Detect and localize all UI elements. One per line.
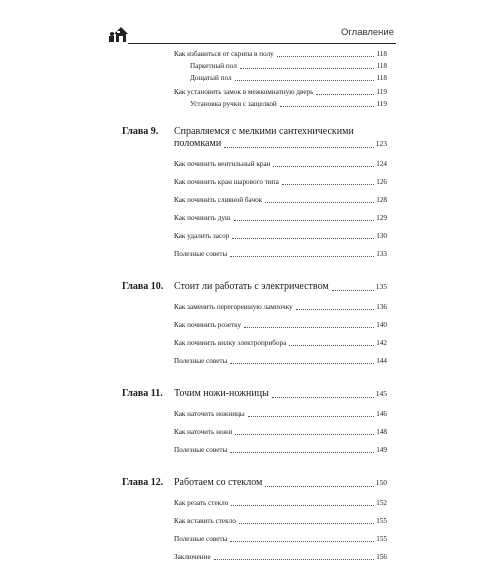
dot-leader (232, 238, 374, 239)
toc-entry-page: 155 (376, 517, 387, 525)
header-rule (128, 43, 396, 44)
toc-entry (174, 428, 387, 437)
chapter-page: 123 (375, 139, 387, 148)
dot-leader (235, 80, 375, 81)
dot-leader (265, 202, 374, 203)
chapter-block (122, 388, 387, 455)
table-of-contents (122, 50, 387, 562)
chapter-label: Глава 9. (122, 126, 159, 137)
toc-entry (174, 232, 387, 241)
toc-entry-title: Как наточить ножницы (174, 410, 245, 418)
chapter-title-line: Работаем со стеклом (174, 477, 263, 488)
toc-entry (190, 62, 387, 71)
toc-entry-title: Паркетный пол (190, 62, 237, 70)
toc-entry-title: Полезные советы (174, 357, 228, 365)
toc-entry-title: Установка ручки с защелкой (190, 100, 277, 108)
dot-leader (240, 68, 375, 69)
toc-intro-entries (122, 50, 387, 109)
toc-entry-page: 152 (376, 499, 387, 507)
dot-leader (214, 559, 375, 560)
chapter-title-row (174, 281, 387, 293)
chapter-title-row (174, 138, 387, 150)
chapter-heading (122, 477, 387, 489)
dot-leader (230, 452, 374, 453)
toc-entry (174, 88, 387, 97)
dot-leader (230, 256, 374, 257)
dot-leader (234, 220, 375, 221)
chapter-heading (122, 281, 387, 293)
toc-entry (174, 517, 387, 526)
toc-entry-page: 140 (376, 321, 387, 329)
dot-leader (224, 147, 374, 148)
toc-entry-page: 133 (376, 250, 387, 258)
dot-leader (280, 106, 375, 107)
chapter-title-line: Стоит ли работать с электричеством (174, 281, 329, 292)
toc-entry (174, 321, 387, 330)
dot-leader (282, 184, 374, 185)
dot-leader (273, 166, 374, 167)
toc-entry (174, 214, 387, 223)
toc-entry-page: 118 (376, 62, 387, 70)
toc-entry-title: Как починить кран шарового типа (174, 178, 279, 186)
chapter-block (122, 477, 387, 562)
page-header-title: Оглавление (341, 27, 394, 38)
toc-entry-page: 126 (376, 178, 387, 186)
toc-entry-page: 155 (376, 535, 387, 543)
toc-entry-title: Как починить душ (174, 214, 231, 222)
toc-entry (174, 357, 387, 366)
toc-entry-title: Как починить вентильный кран (174, 160, 271, 168)
chapter-title-line: Справляемся с мелкими сантехническими (174, 126, 354, 137)
chapter-title-line: Точим ножи-ножницы (174, 388, 269, 399)
chapter-heading (122, 126, 387, 150)
toc-entry-page: 119 (376, 100, 387, 108)
chapter-label: Глава 11. (122, 388, 163, 399)
toc-entry-title: Полезные советы (174, 535, 228, 543)
toc-entry-title: Как удалить засор (174, 232, 230, 240)
chapter-heading (122, 388, 387, 400)
toc-entry-page: 144 (376, 357, 387, 365)
toc-entry (174, 196, 387, 205)
toc-entry (174, 553, 387, 562)
toc-entry-page: 129 (376, 214, 387, 222)
toc-entry-page: 156 (376, 553, 387, 561)
toc-entry-page: 149 (376, 446, 387, 454)
toc-entry-title: Как заменить перегоревшую лампочку (174, 303, 293, 311)
dot-leader (244, 327, 374, 328)
toc-entry-title: Как резать стекло (174, 499, 229, 507)
page-header (108, 24, 396, 44)
toc-entry-page: 118 (376, 50, 387, 58)
chapter-title-line: поломками (174, 138, 222, 149)
toc-entry-title: Как установить замок в межкомнатную дверь (174, 88, 314, 96)
dot-leader (265, 486, 373, 487)
toc-entry-page: 148 (376, 428, 387, 436)
toc-entry-title: Как избавиться от скрипа в полу (174, 50, 274, 58)
toc-entry (174, 499, 387, 508)
toc-entry-page: 118 (376, 74, 387, 82)
chapter-block (122, 126, 387, 259)
dot-leader (239, 523, 374, 524)
chapter-page: 145 (375, 389, 387, 398)
dot-leader (231, 505, 374, 506)
toc-entry (174, 250, 387, 259)
toc-entry-title: Полезные советы (174, 250, 228, 258)
dot-leader (316, 94, 374, 95)
toc-chapters (122, 126, 387, 562)
toc-entry (174, 50, 387, 59)
toc-entry-title: Заключение (174, 553, 211, 561)
dot-leader (230, 363, 374, 364)
dot-leader (277, 56, 375, 57)
chapter-label: Глава 10. (122, 281, 164, 292)
toc-entry (174, 303, 387, 312)
chapter-block (122, 281, 387, 366)
dot-leader (332, 290, 374, 291)
dot-leader (289, 345, 374, 346)
toc-entry-title: Как починить сливной бачок (174, 196, 263, 204)
chapter-label: Глава 12. (122, 477, 164, 488)
toc-entry (174, 339, 387, 348)
chapter-title-row (174, 477, 387, 489)
toc-entry-title: Как вставить стекло (174, 517, 236, 525)
toc-entry-title: Дощатый пол (190, 74, 232, 82)
dot-leader (235, 434, 374, 435)
toc-entry-title: Как починить розетку (174, 321, 242, 329)
toc-entry (174, 178, 387, 187)
toc-entry (174, 446, 387, 455)
toc-entry-page: 119 (376, 88, 387, 96)
toc-entry-page: 146 (376, 410, 387, 418)
toc-entry (174, 160, 387, 169)
dot-leader (296, 309, 375, 310)
toc-entry-page: 128 (376, 196, 387, 204)
toc-entry-title: Полезные советы (174, 446, 228, 454)
chapter-title-row (174, 388, 387, 400)
toc-entry-title: Как починить вилку электроприбора (174, 339, 287, 347)
chapter-page: 135 (375, 282, 387, 291)
toc-entry (190, 74, 387, 83)
book-logo-icon (108, 24, 132, 44)
dot-leader (248, 416, 374, 417)
dot-leader (272, 397, 374, 398)
toc-entry-title: Как наточить ножи (174, 428, 233, 436)
toc-entry-page: 136 (376, 303, 387, 311)
toc-entry (190, 100, 387, 109)
toc-entry (174, 410, 387, 419)
toc-entry-page: 130 (376, 232, 387, 240)
dot-leader (230, 541, 374, 542)
toc-entry-page: 142 (376, 339, 387, 347)
chapter-page: 150 (375, 478, 387, 487)
toc-entry-page: 124 (376, 160, 387, 168)
toc-entry (174, 535, 387, 544)
